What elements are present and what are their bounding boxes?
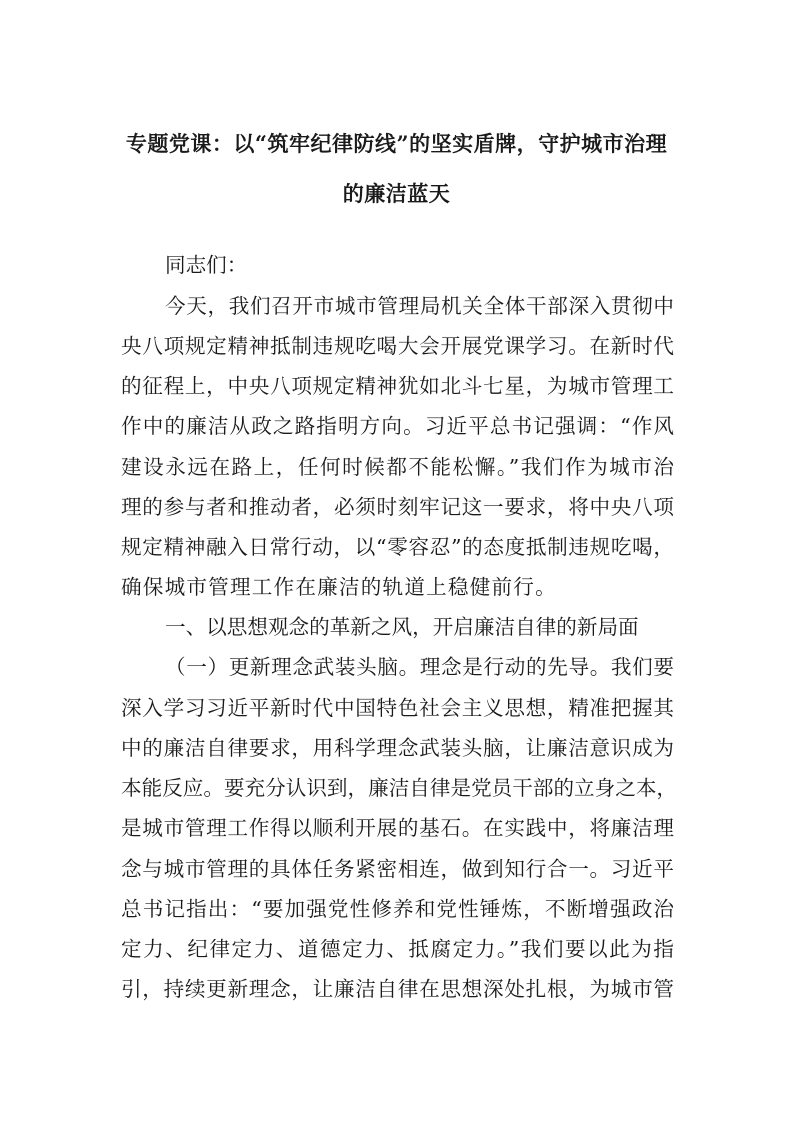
paragraph-line: 中的廉洁自律要求，用科学理念武装头脑，让廉洁意识成为 [121,736,674,760]
paragraph-line: 念与城市管理的具体任务紧密相连，做到知行合一。习近平 [121,857,674,881]
paragraph-line: 今天，我们召开市城市管理局机关全体干部深入贯彻中 [165,294,674,318]
paragraph-line: 引，持续更新理念，让廉洁自律在思想深处扎根，为城市管 [121,977,674,1001]
paragraph-line: 定力、纪律定力、道德定力、抵腐定力。”我们要以此为指 [121,937,674,961]
paragraph-line: 理的参与者和推动者，必须时刻牢记这一要求，将中央八项 [121,495,674,519]
paragraph-line: 建设永远在路上，任何时候都不能松懈。”我们作为城市治 [121,455,674,479]
paragraph-line: 是城市管理工作得以顺利开展的基石。在实践中，将廉洁理 [121,816,674,840]
paragraph-line: 作中的廉洁从政之路指明方向。习近平总书记强调：“作风 [121,414,674,438]
paragraph-line: 确保城市管理工作在廉洁的轨道上稳健前行。 [121,575,557,599]
document-title-line-2: 的廉洁蓝天 [342,181,451,206]
paragraph-line: 规定精神融入日常行动，以“零容忍”的态度抵制违规吃喝， [121,535,674,559]
paragraph-line: 央八项规定精神抵制违规吃喝大会开展党课学习。在新时代 [121,334,674,358]
document-title-line-1: 专题党课：以“筑牢纪律防线”的坚实盾牌，守护城市治理 [125,131,668,156]
section-heading: 一、以思想观念的革新之风，开启廉洁自律的新局面 [165,615,639,639]
paragraph-line: 本能反应。要充分认识到，廉洁自律是党员干部的立身之本， [121,776,678,800]
salutation: 同志们： [165,253,248,277]
paragraph-line: 深入学习习近平新时代中国特色社会主义思想，精准把握其 [121,696,674,720]
paragraph-line: 的征程上，中央八项规定精神犹如北斗七星，为城市管理工 [121,374,674,398]
subsection-paragraph-line: （一）更新理念武装头脑。理念是行动的先导。我们要 [165,655,674,679]
paragraph-line: 总书记指出：“要加强党性修养和党性锤炼，不断增强政治 [121,897,674,921]
